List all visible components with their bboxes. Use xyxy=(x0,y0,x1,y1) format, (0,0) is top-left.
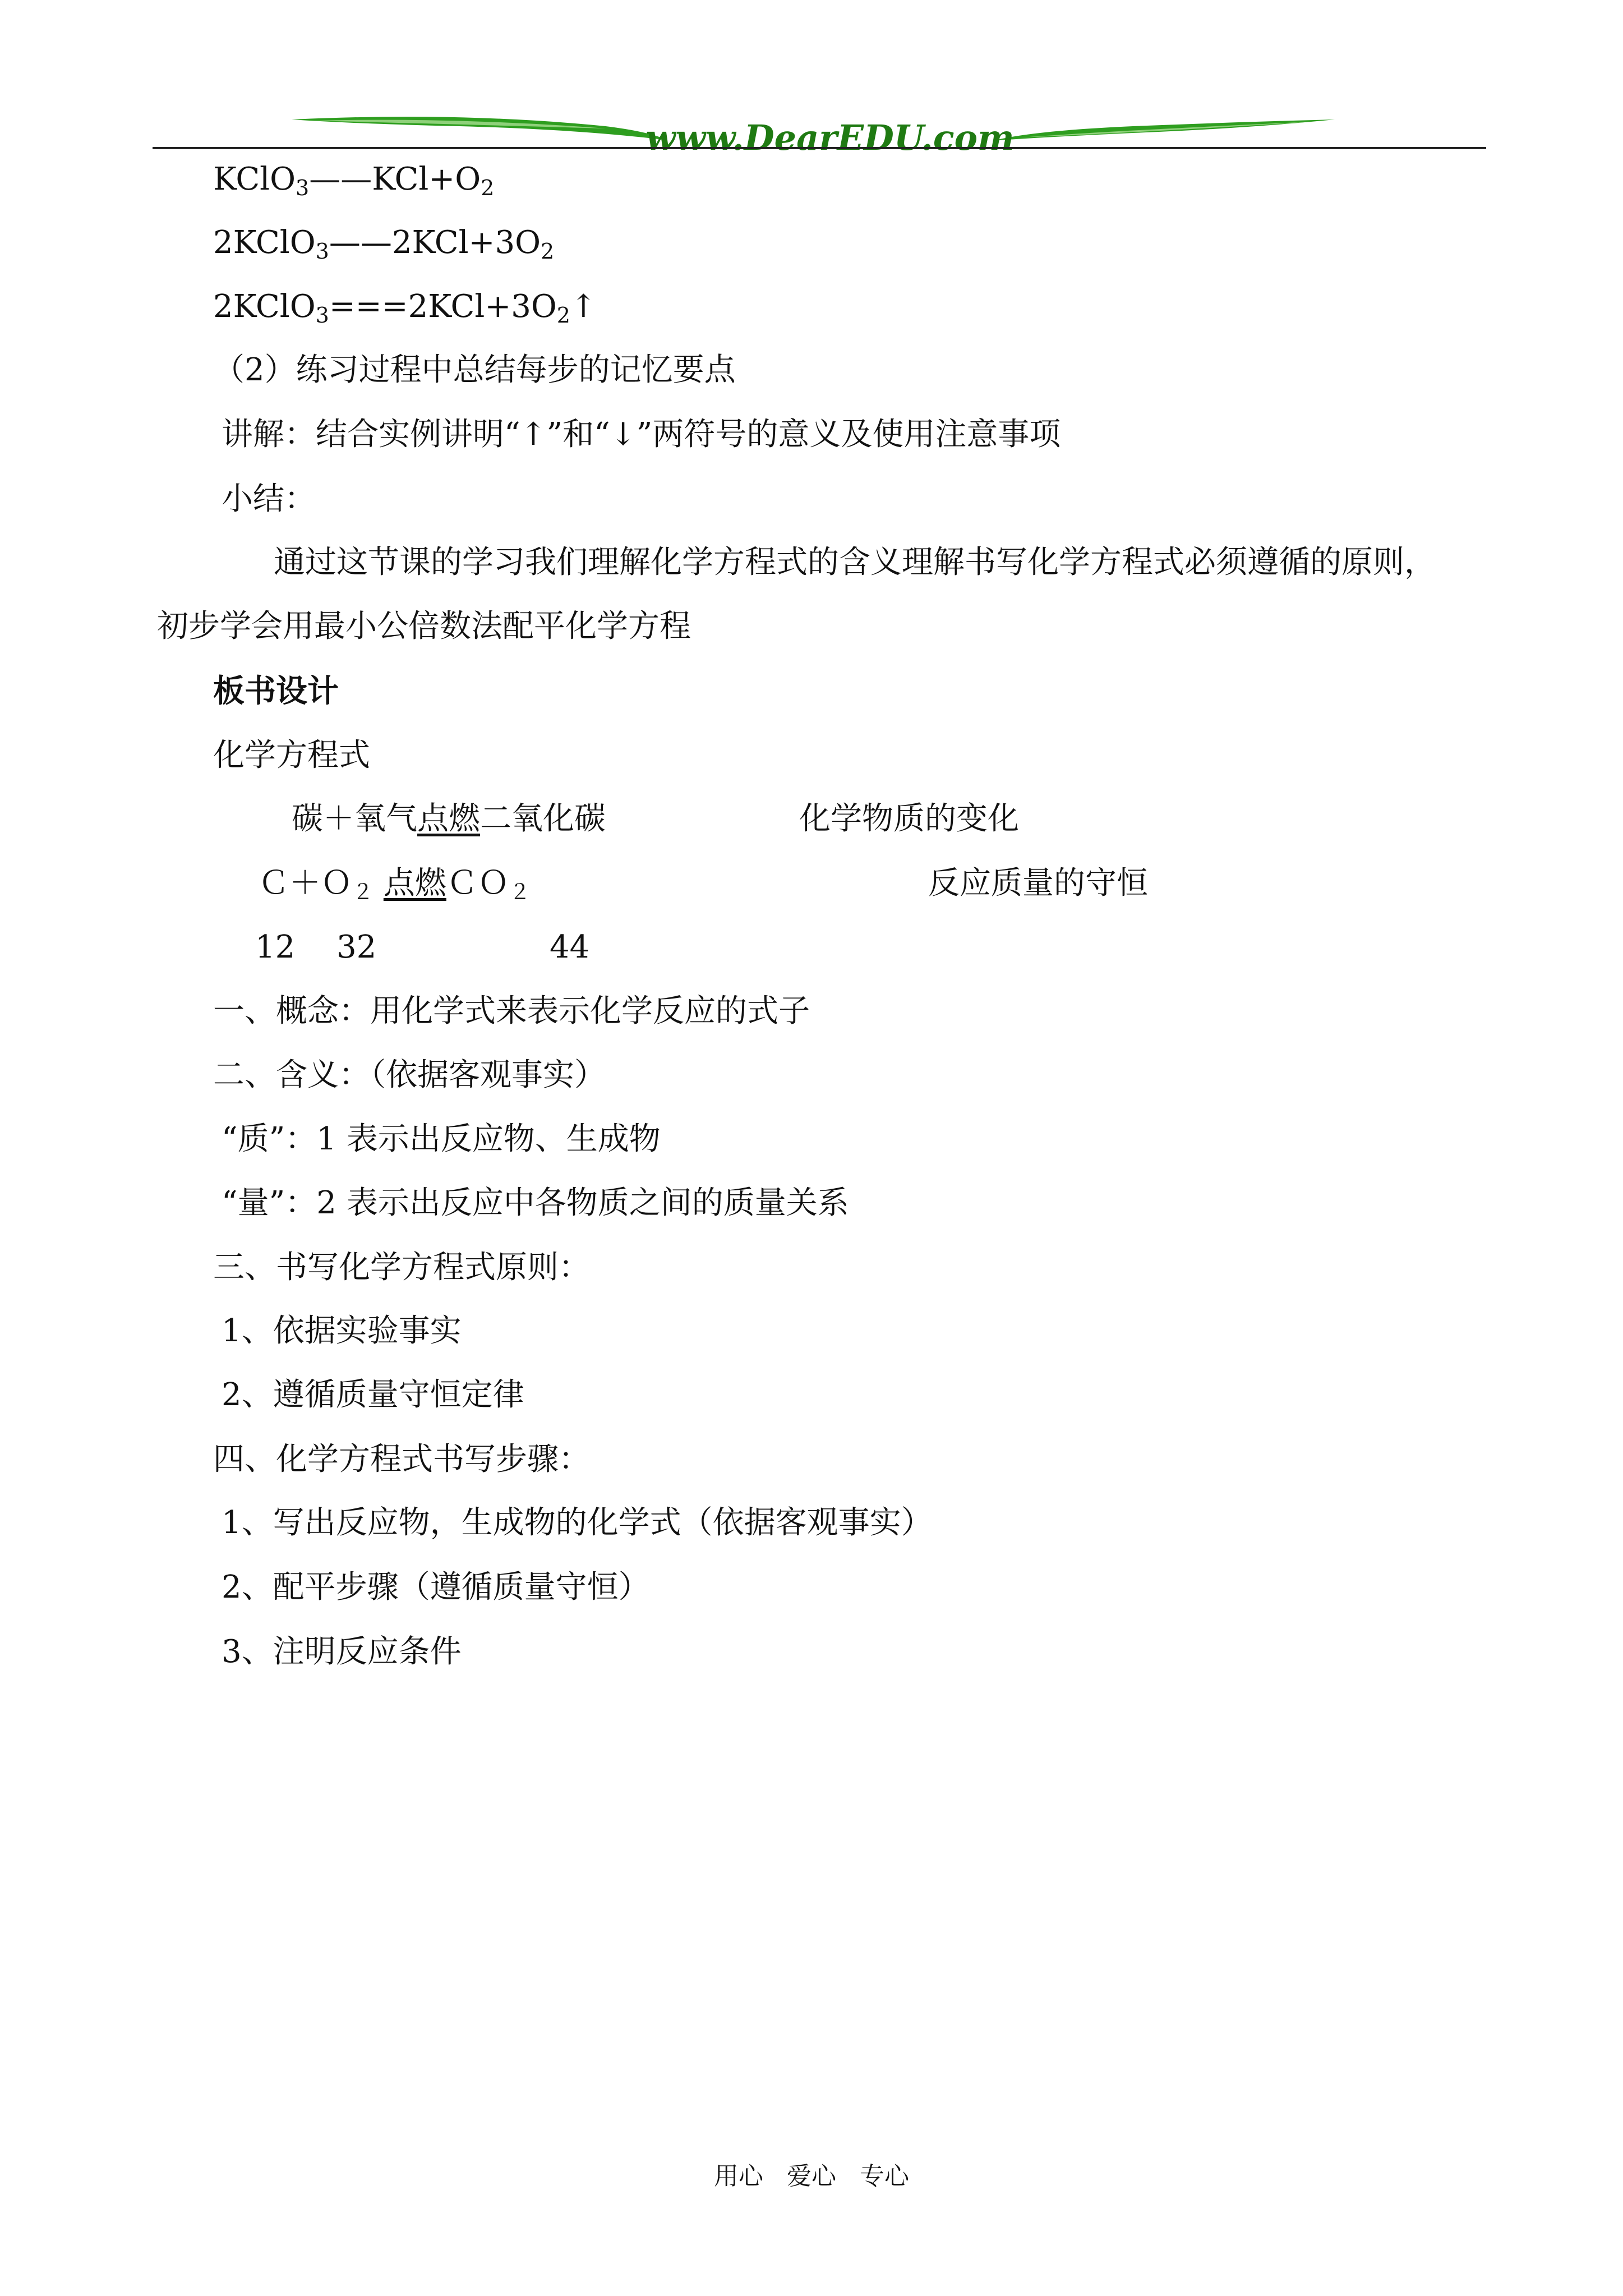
meaning-quantity: “量”：2 表示出反应中各物质之间的质量关系 xyxy=(222,1185,849,1221)
topic-line: 化学方程式 xyxy=(213,737,370,774)
mass-value-co2: 44 xyxy=(550,929,590,965)
footer-word-1: 用心 xyxy=(714,2162,763,2191)
section-meaning: 二、含义：（依据客观事实） xyxy=(213,1057,606,1093)
mass-value-c: 12 xyxy=(255,929,296,965)
board-design-heading: 板书设计 xyxy=(213,673,339,710)
header-rule xyxy=(153,147,1486,149)
up-arrow-icon: ↑ xyxy=(570,288,597,325)
equation-line-3: $2KClO_3===2KCl+3O_2↑$ xyxy=(213,288,597,328)
step-1: 1、写出反应物，生成物的化学式（依据客观事实） xyxy=(222,1504,933,1541)
logo-right-swoosh-light xyxy=(1021,122,1312,137)
section-principles: 三、书写化学方程式原则： xyxy=(213,1249,590,1286)
section-steps: 四、化学方程式书写步骤： xyxy=(213,1441,590,1478)
mass-value-o2: 32 xyxy=(336,929,377,965)
summary-line-1: 通过这节课的学习我们理解化学方程式的含义理解书写化学方程式必须遵循的原则， xyxy=(274,544,1436,581)
logo-text: www.DearEDU.com xyxy=(645,117,1015,158)
condition-ignite: 点燃 xyxy=(417,800,480,837)
word-equation: 碳＋氧气点燃二氧化碳 xyxy=(292,800,606,837)
principle-2: 2、遵循质量守恒定律 xyxy=(222,1377,524,1413)
condition-ignite: 点燃 xyxy=(383,865,446,901)
equation-line-1: $KClO_3——KCl+O_2$ xyxy=(213,161,495,200)
practice-line: （2）练习过程中总结每步的记忆要点 xyxy=(213,352,736,388)
section-concept: 一、概念：用化学式来表示化学反应的式子 xyxy=(213,993,810,1029)
principle-1: 1、依据实验事实 xyxy=(222,1313,462,1349)
formula-equation: Ｃ＋Ｏ$_2$ 点燃ＣＯ$_2$ xyxy=(258,865,531,904)
page-footer xyxy=(0,2160,1623,2193)
note-conservation: 反应质量的守恒 xyxy=(928,865,1148,901)
explain-line: 讲解：结合实例讲明“↑”和“↓”两符号的意义及使用注意事项 xyxy=(222,416,1061,453)
step-2: 2、配平步骤（遵循质量守恒） xyxy=(222,1569,650,1605)
footer-word-3: 专心 xyxy=(860,2162,909,2191)
summary-label: 小结： xyxy=(222,481,316,517)
step-3: 3、注明反应条件 xyxy=(222,1634,462,1670)
footer-word-2: 爱心 xyxy=(787,2162,836,2191)
equation-line-2: $2KClO_3——2KCl+3O_2$ xyxy=(213,224,555,264)
site-logo xyxy=(292,109,1335,160)
meaning-quality: “质”：1 表示出反应物、生成物 xyxy=(222,1121,661,1157)
note-change: 化学物质的变化 xyxy=(799,800,1019,837)
summary-line-2: 初步学会用最小公倍数法配平化学方程 xyxy=(157,608,691,645)
